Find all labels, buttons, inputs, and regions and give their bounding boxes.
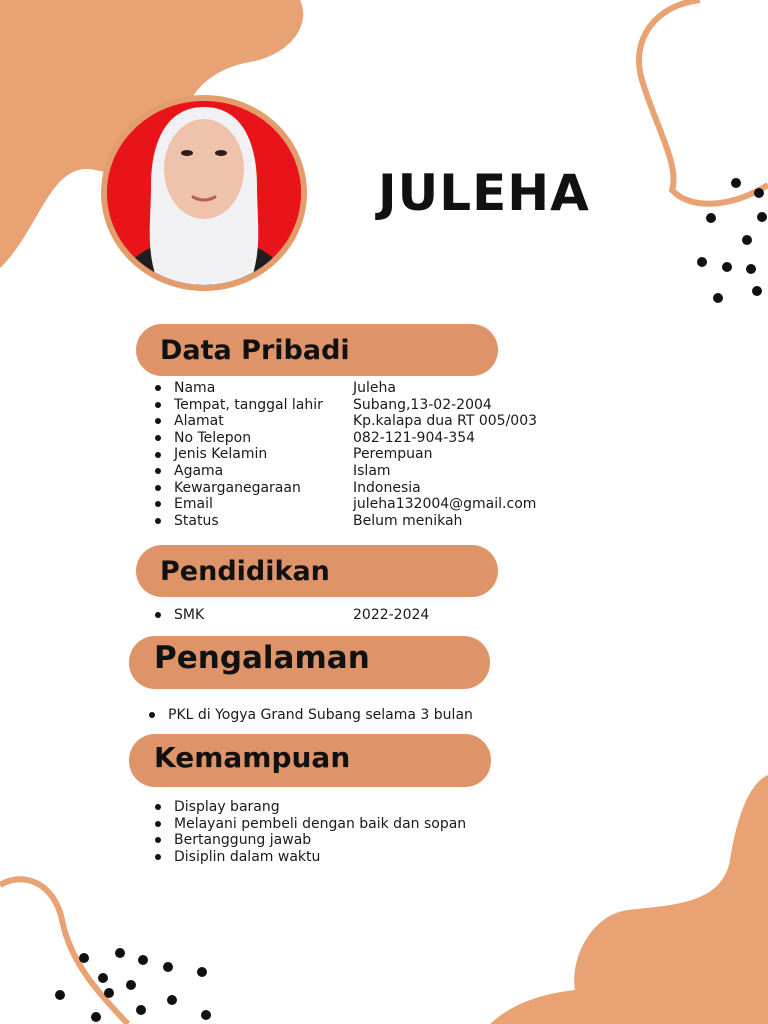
dot xyxy=(713,293,723,303)
photo-eye-left xyxy=(181,150,193,156)
dot xyxy=(201,1010,211,1020)
dot xyxy=(742,235,752,245)
section-title: Pendidikan xyxy=(160,555,330,587)
dot xyxy=(104,988,114,998)
list-item xyxy=(155,446,537,463)
list-item xyxy=(155,397,537,414)
field-label: Tempat, tanggal lahir xyxy=(174,396,323,413)
bullet-icon xyxy=(155,854,161,860)
field-label: Email xyxy=(174,496,213,513)
dot xyxy=(752,286,762,296)
bullet-icon xyxy=(155,518,161,524)
bullet-icon xyxy=(155,821,161,827)
list-item xyxy=(155,413,537,430)
bullet-icon xyxy=(155,435,161,441)
list-item-text: Display barang xyxy=(174,799,280,815)
field-value: Belum menikah xyxy=(353,512,463,529)
profile-photo-icon xyxy=(107,101,301,285)
field-label: Kewarganegaraan xyxy=(174,479,301,496)
bullet-icon xyxy=(155,452,161,458)
field-value: Subang,13-02-2004 xyxy=(353,396,492,413)
skills-list xyxy=(155,799,466,865)
bottom-right-blob xyxy=(490,775,768,1024)
dot xyxy=(757,212,767,222)
list-item xyxy=(155,463,537,480)
photo-eye-right xyxy=(215,150,227,156)
field-label: No Telepon xyxy=(174,429,252,446)
section-header-skills xyxy=(129,734,491,787)
list-item xyxy=(155,430,537,447)
profile-photo xyxy=(101,95,307,291)
field-label: Alamat xyxy=(174,413,224,430)
list-item xyxy=(149,707,473,724)
field-value: 082-121-904-354 xyxy=(353,429,476,446)
dot xyxy=(126,980,136,990)
bullet-icon xyxy=(155,612,161,618)
section-header-experience xyxy=(129,636,490,689)
field-label: Nama xyxy=(174,380,216,396)
bullet-icon xyxy=(149,712,155,718)
field-value: Islam xyxy=(353,462,391,479)
dot xyxy=(167,995,177,1005)
field-label: Agama xyxy=(174,462,224,479)
field-value: juleha132004@gmail.com xyxy=(353,496,537,513)
bullet-icon xyxy=(155,418,161,424)
list-item xyxy=(155,816,466,833)
dot xyxy=(746,264,756,274)
dot xyxy=(722,262,732,272)
list-item xyxy=(155,799,466,816)
dot xyxy=(98,973,108,983)
list-item-text: PKL di Yogya Grand Subang selama 3 bulan xyxy=(168,707,473,723)
bullet-icon xyxy=(155,804,161,810)
list-item xyxy=(155,513,537,530)
field-value: Kp.kalapa dua RT 005/003 xyxy=(353,413,538,430)
candidate-name: JULEHA xyxy=(378,164,590,222)
bullet-icon xyxy=(155,385,161,391)
bullet-icon xyxy=(155,837,161,843)
section-title: Data Pribadi xyxy=(160,334,350,366)
list-item xyxy=(155,480,537,497)
field-value: Indonesia xyxy=(353,479,421,496)
field-label: Jenis Kelamin xyxy=(174,446,268,463)
dot xyxy=(136,1005,146,1015)
field-label: Status xyxy=(174,512,219,529)
personal-data-list xyxy=(155,380,537,529)
top-right-dots xyxy=(697,178,767,303)
dot xyxy=(754,188,764,198)
dot xyxy=(731,178,741,188)
dot xyxy=(706,213,716,223)
list-item xyxy=(155,832,466,849)
list-item xyxy=(155,849,466,866)
list-item-text: Melayani pembeli dengan baik dan sopan xyxy=(174,815,467,832)
dot xyxy=(197,967,207,977)
bullet-icon xyxy=(155,501,161,507)
field-value: Juleha xyxy=(353,380,396,396)
dot xyxy=(697,257,707,267)
section-header-personal xyxy=(136,324,498,376)
field-value: Perempuan xyxy=(353,446,433,463)
photo-face xyxy=(164,119,244,219)
education-list xyxy=(155,607,429,624)
dot xyxy=(79,953,89,963)
dot xyxy=(91,1012,101,1022)
field-value: 2022-2024 xyxy=(353,607,430,623)
list-item xyxy=(155,607,429,624)
bottom-left-curve xyxy=(0,879,128,1024)
experience-list xyxy=(149,707,473,724)
top-right-curve xyxy=(639,0,768,204)
dot xyxy=(115,948,125,958)
bullet-icon xyxy=(155,468,161,474)
section-header-education xyxy=(136,545,498,597)
list-item xyxy=(155,496,537,513)
bullet-icon xyxy=(155,485,161,491)
bullet-icon xyxy=(155,402,161,408)
list-item-text: Disiplin dalam waktu xyxy=(174,848,321,865)
dot xyxy=(138,955,148,965)
list-item-text: Bertanggung jawab xyxy=(174,832,312,849)
field-label: SMK xyxy=(174,607,205,623)
section-title: Pengalaman xyxy=(154,639,370,676)
list-item xyxy=(155,380,537,397)
dot xyxy=(55,990,65,1000)
section-title: Kemampuan xyxy=(154,741,351,774)
dot xyxy=(163,962,173,972)
